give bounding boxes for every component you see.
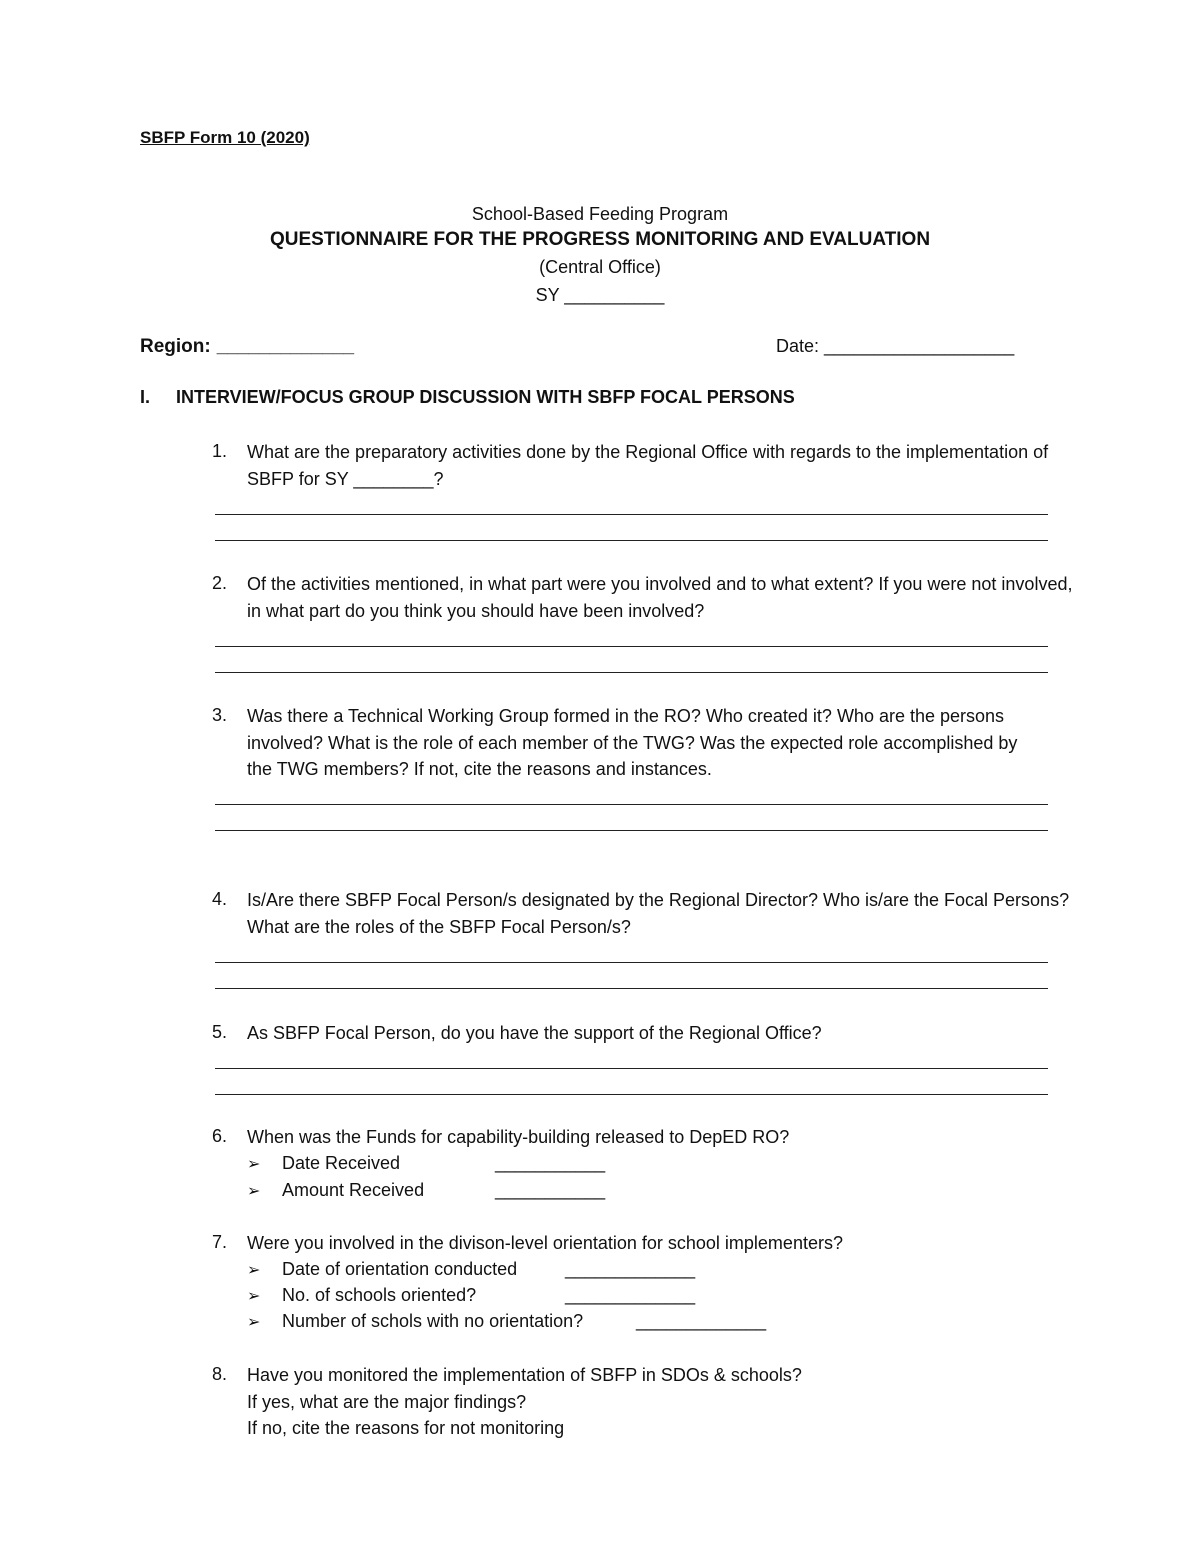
- question-number: 1.: [212, 441, 228, 461]
- arrowhead-bullet-icon: ➢: [247, 1262, 261, 1279]
- document-title: QUESTIONNAIRE FOR THE PROGRESS MONITORING AND EVALUATION: [269, 229, 931, 250]
- question-number: 3.: [212, 705, 228, 725]
- schools-oriented-blank[interactable]: _____________: [565, 1285, 696, 1305]
- answer-line[interactable]: [215, 540, 1048, 541]
- region-blank[interactable]: _____________: [216, 336, 355, 357]
- program-name: School-Based Feeding Program: [471, 204, 729, 224]
- schools-oriented-label: No. of schools oriented?: [282, 1285, 477, 1305]
- date-received-label: Date Received: [282, 1153, 401, 1173]
- no-orientation-label: Number of schols with no orientation?: [282, 1311, 584, 1331]
- question-text: When was the Funds for capability-building released to DepED RO?: [247, 1127, 790, 1147]
- question-text: Is/Are there SBFP Focal Person/s designated by the Regional Director? Who is/are the Focal Persons? What are the roles of the SBFP Focal Person/s?: [247, 890, 1070, 937]
- answer-line[interactable]: [215, 646, 1048, 647]
- question-number: 2.: [212, 573, 228, 593]
- answer-line[interactable]: [215, 1094, 1048, 1095]
- question-text: As SBFP Focal Person, do you have the support of the Regional Office?: [247, 1023, 822, 1043]
- question-number: 6.: [212, 1126, 228, 1146]
- answer-line[interactable]: [215, 672, 1048, 673]
- school-year-field[interactable]: SY __________: [535, 285, 665, 305]
- office-label: (Central Office): [539, 257, 661, 277]
- region-label: Region:: [140, 336, 211, 357]
- answer-line[interactable]: [215, 988, 1048, 989]
- question-text: Were you involved in the divison-level orientation for school implementers?: [247, 1233, 843, 1253]
- question-number: 5.: [212, 1022, 228, 1042]
- arrowhead-bullet-icon: ➢: [247, 1183, 261, 1200]
- arrowhead-bullet-icon: ➢: [247, 1156, 261, 1173]
- answer-line[interactable]: [215, 830, 1048, 831]
- answer-line[interactable]: [215, 514, 1048, 515]
- section-number: I.: [140, 387, 151, 407]
- date-field[interactable]: Date: ___________________: [776, 336, 1015, 356]
- question-text: Was there a Technical Working Group formed in the RO? Who created it? Who are the persons involved? What is the role of each member of the TWG? Was the expected role accomplished by the TWG members? If not, cite the reasons and instances.: [247, 706, 1018, 779]
- amount-received-label: Amount Received: [282, 1180, 425, 1200]
- question-text: Have you monitored the implementation of SBFP in SDOs & schools?: [247, 1365, 802, 1385]
- question-number: 4.: [212, 889, 228, 909]
- orientation-date-label: Date of orientation conducted: [282, 1259, 518, 1279]
- section-title: INTERVIEW/FOCUS GROUP DISCUSSION WITH SBFP FOCAL PERSONS: [176, 387, 795, 407]
- followup-no: If no, cite the reasons for not monitoring: [247, 1418, 565, 1438]
- question-number: 8.: [212, 1364, 228, 1384]
- orientation-date-blank[interactable]: _____________: [565, 1259, 696, 1279]
- form-id: SBFP Form 10 (2020): [140, 128, 310, 147]
- followup-yes: If yes, what are the major findings?: [247, 1392, 527, 1412]
- answer-line[interactable]: [215, 1068, 1048, 1069]
- date-received-blank[interactable]: ___________: [495, 1153, 606, 1173]
- question-number: 7.: [212, 1232, 228, 1252]
- arrowhead-bullet-icon: ➢: [247, 1314, 261, 1331]
- amount-received-blank[interactable]: ___________: [495, 1180, 606, 1200]
- answer-line[interactable]: [215, 804, 1048, 805]
- question-text: What are the preparatory activities done by the Regional Office with regards to the implementation of SBFP for SY ________?: [247, 442, 1049, 489]
- region-field[interactable]: [140, 336, 354, 358]
- answer-line[interactable]: [215, 962, 1048, 963]
- arrowhead-bullet-icon: ➢: [247, 1288, 261, 1305]
- question-text: Of the activities mentioned, in what part were you involved and to what extent? If you were not involved, in what part do you think you should have been involved?: [247, 574, 1073, 621]
- no-orientation-blank[interactable]: _____________: [636, 1311, 767, 1331]
